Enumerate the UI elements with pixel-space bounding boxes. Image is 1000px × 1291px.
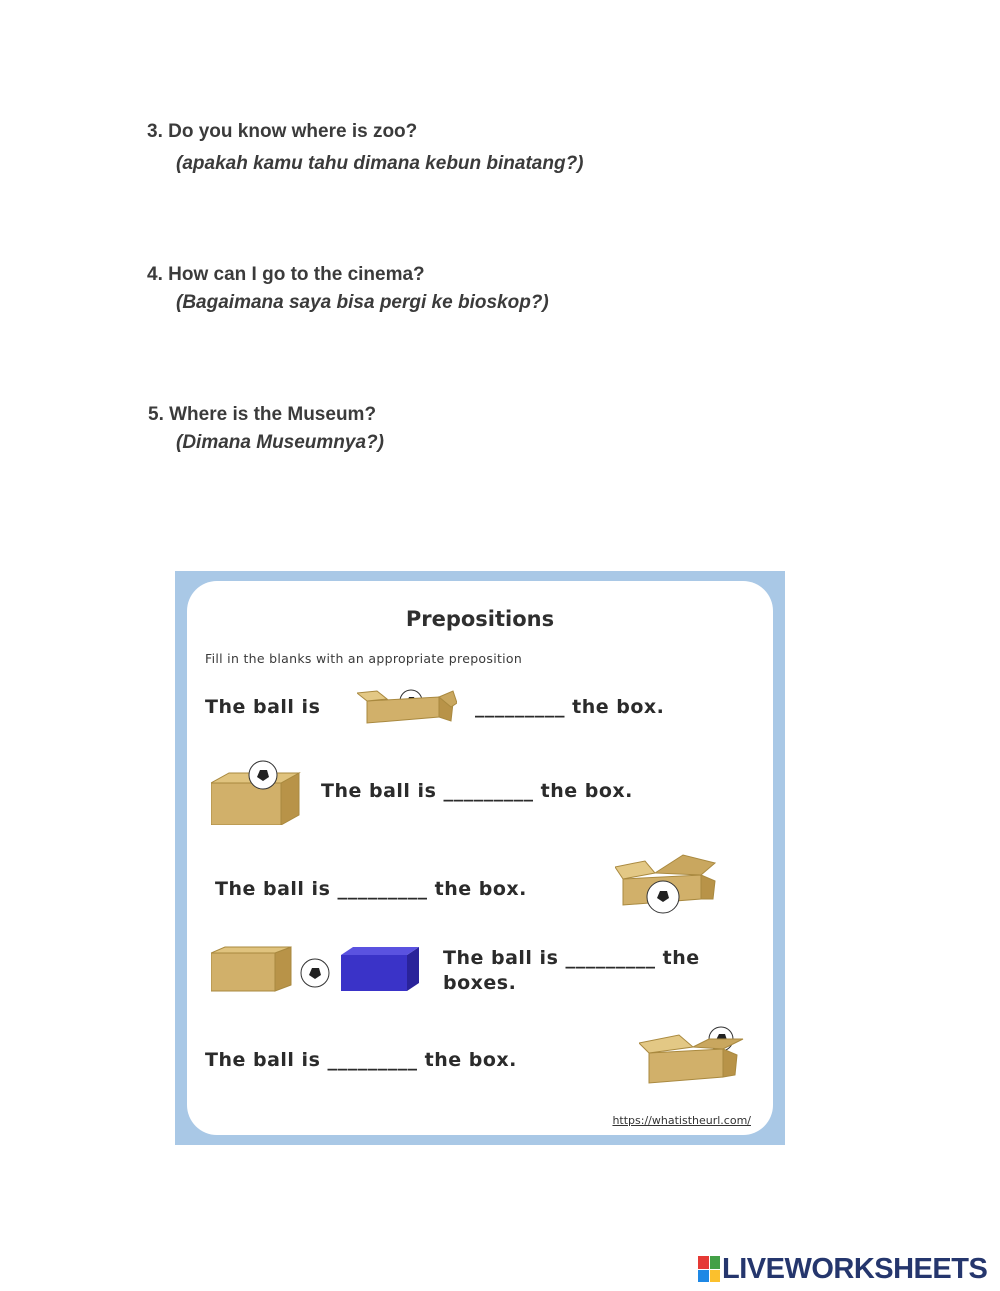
question-3: 3. Do you know where is zoo? bbox=[147, 121, 418, 142]
question-5: 5. Where is the Museum? bbox=[148, 404, 377, 425]
question-4: 4. How can I go to the cinema? bbox=[147, 264, 425, 285]
sentence-4-blank[interactable]: _________ bbox=[565, 947, 656, 969]
liveworksheets-brand[interactable] bbox=[698, 1252, 987, 1286]
worksheet-instruction: Fill in the blanks with an appropriate preposition bbox=[205, 651, 523, 666]
sentence-5-blank[interactable]: _________ bbox=[327, 1049, 418, 1071]
question-4-translation: (Bagaimana saya bisa pergi ke bioskop?) bbox=[176, 292, 549, 313]
source-url[interactable]: https://whatistheurl.com/ bbox=[612, 1114, 751, 1127]
question-3-translation: (apakah kamu tahu dimana kebun binatang?) bbox=[176, 153, 584, 174]
liveworksheets-logo-icon bbox=[698, 1256, 720, 1282]
sentence-2-start: The ball is bbox=[321, 780, 437, 802]
sentence-4-start: The ball is bbox=[443, 947, 559, 969]
sentence-3-blank[interactable]: _________ bbox=[337, 878, 428, 900]
sentence-1-start: The ball is bbox=[205, 696, 321, 718]
sentence-3 bbox=[215, 878, 527, 900]
sentence-4-continued: boxes. bbox=[443, 972, 517, 994]
prepositions-worksheet bbox=[175, 571, 785, 1145]
sentence-3-start: The ball is bbox=[215, 878, 331, 900]
ball-on-box-icon bbox=[211, 759, 303, 825]
sentence-1 bbox=[205, 696, 320, 718]
ball-under-box-icon bbox=[615, 853, 727, 915]
sentence-2 bbox=[321, 780, 633, 802]
sentence-4-after: the bbox=[662, 947, 700, 969]
question-5-translation: (Dimana Museumnya?) bbox=[176, 432, 384, 453]
ball-between-boxes-icon bbox=[211, 943, 431, 993]
brand-wordmark: LIVEWORKSHEETS bbox=[722, 1252, 988, 1285]
ball-in-box-icon bbox=[357, 681, 457, 731]
sentence-5 bbox=[205, 1049, 517, 1071]
sentence-2-blank[interactable]: _________ bbox=[443, 780, 534, 802]
sentence-1-after: the box. bbox=[572, 696, 665, 718]
ball-behind-box-icon bbox=[639, 1025, 751, 1087]
sentence-2-after: the box. bbox=[540, 780, 633, 802]
sentence-5-start: The ball is bbox=[205, 1049, 321, 1071]
worksheet-panel bbox=[187, 581, 773, 1135]
sentence-4 bbox=[443, 947, 700, 969]
sentence-3-after: the box. bbox=[434, 878, 527, 900]
sentence-5-after: the box. bbox=[424, 1049, 517, 1071]
worksheet-title: Prepositions bbox=[405, 607, 555, 631]
sentence-1-end bbox=[475, 696, 664, 718]
sentence-1-blank[interactable]: _________ bbox=[475, 696, 565, 718]
